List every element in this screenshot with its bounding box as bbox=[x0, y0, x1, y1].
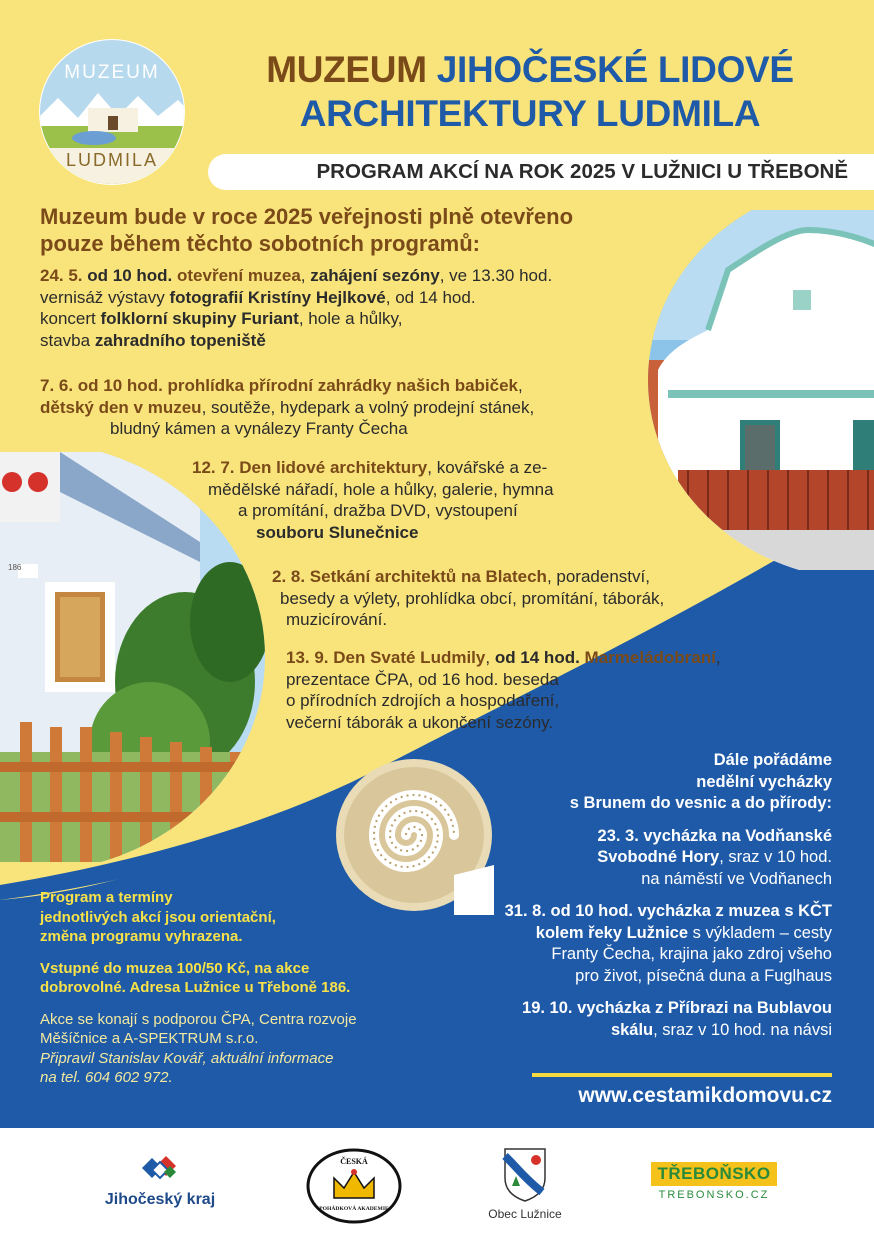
title-museum: MUZEUM bbox=[266, 49, 427, 90]
walk-text: pro život, písečná duna a Fuglhaus bbox=[575, 966, 832, 985]
note-line: změna programu vyhrazena. bbox=[40, 928, 243, 945]
walks-head: nedělní vycházky bbox=[696, 772, 832, 791]
sponsor-footer bbox=[0, 1128, 874, 1240]
event-date: 24. 5. bbox=[40, 266, 83, 285]
event-marm: Marmeládobraní bbox=[584, 648, 716, 667]
walk-text: , sraz v 10 hod. bbox=[719, 848, 832, 866]
sep: , bbox=[300, 266, 306, 285]
walk-title: 19. 10. vycházka z Příbrazi na Bublavou bbox=[522, 999, 832, 1017]
event-text: , od 14 hod. bbox=[385, 287, 476, 307]
event-open: otevření muzea bbox=[177, 266, 301, 285]
museum-logo bbox=[38, 38, 186, 186]
walk-text: Franty Čecha, krajina jako zdroj všeho bbox=[551, 945, 832, 963]
walks-head: s Brunem do vesnic a do přírody: bbox=[569, 794, 832, 812]
event-text: prezentace ČPA, od 16 hod. beseda bbox=[286, 669, 559, 689]
event-text: besedy a výlety, prohlídka obcí, promítání, táborák, bbox=[280, 588, 665, 608]
intro-text bbox=[40, 203, 680, 257]
event-text: , kovářské a ze- bbox=[427, 458, 548, 477]
luznice-coat-of-arms bbox=[502, 1146, 548, 1202]
event-text: večerní táborák a ukončení sezóny. bbox=[286, 712, 554, 732]
event-photos: fotografií Kristíny Hejlkové bbox=[169, 287, 386, 307]
note-line: Připravil Stanislav Kovář, aktuální informace bbox=[40, 1049, 334, 1067]
event-text: , poradenství, bbox=[546, 567, 650, 586]
academy-top-text: ČESKÁ bbox=[340, 1157, 368, 1166]
event-text: koncert bbox=[40, 309, 96, 328]
event-group: souboru Slunečnice bbox=[256, 522, 419, 542]
event-text: stavba bbox=[40, 330, 91, 350]
event-text: bludný kámen a vynálezy Franty Čecha bbox=[110, 419, 408, 438]
title-line1-rest: JIHOČESKÉ LIDOVÉ bbox=[436, 49, 794, 90]
sponsor-pohadkova-akademie bbox=[304, 1146, 404, 1231]
sponsor-label: Obec Lužnice bbox=[488, 1207, 562, 1221]
event-text: , bbox=[518, 376, 523, 395]
event-head: 13. 9. Den Svaté Ludmily bbox=[286, 648, 486, 667]
intro-line1: Muzeum bude v roce 2025 veřejnosti plně otevřeno bbox=[40, 204, 574, 229]
website-link[interactable]: www.cestamikdomovu.cz bbox=[578, 1084, 832, 1107]
academy-bottom-text: POHÁDKOVÁ AKADEMIE bbox=[319, 1206, 389, 1212]
sponsor-obec-luznice bbox=[470, 1146, 580, 1221]
event-text: o přírodních zdrojích a hospodaření, bbox=[286, 691, 560, 710]
event-text: a promítání, dražba DVD, vystoupení bbox=[238, 501, 518, 520]
sunday-walks bbox=[432, 750, 832, 1052]
note-line: Měšíčnice a A-SPEKTRUM s.r.o. bbox=[40, 1030, 259, 1047]
sponsor-trebonsko bbox=[648, 1162, 780, 1201]
subtitle: PROGRAM AKCÍ NA ROK 2025 V LUŽNICI U TŘEBONĚ bbox=[316, 160, 848, 183]
event-head: 7. 6. od 10 hod. prohlídka přírodní zahrádky našich babiček bbox=[40, 376, 519, 395]
event-text: , soutěže, hydepark a volný prodejní stánek, bbox=[201, 397, 535, 417]
house-number: 186 bbox=[8, 563, 22, 572]
note-line: Program a termíny bbox=[40, 889, 173, 906]
event-text: mědělské nářadí, hole a hůlky, galerie, hymna bbox=[208, 479, 554, 499]
event-text: muzicírování. bbox=[286, 610, 388, 629]
event-text: , bbox=[485, 648, 495, 667]
event-may bbox=[40, 265, 660, 351]
walk-text: na náměstí ve Vodňanech bbox=[641, 869, 832, 888]
note-line: jednotlivých akcí jsou orientační, bbox=[40, 908, 276, 926]
event-oven: zahradního topeniště bbox=[94, 330, 266, 350]
note-line: Akce se konají s podporou ČPA, Centra rozvoje bbox=[40, 1010, 357, 1028]
note-line: dobrovolné. Adresa Lužnice u Třeboně 186. bbox=[40, 979, 351, 996]
event-time: od 14 hod. bbox=[494, 648, 580, 667]
event-text: , bbox=[715, 648, 721, 667]
event-august bbox=[272, 566, 742, 631]
trebonsko-logo: TŘEBOŇSKO bbox=[651, 1162, 776, 1186]
event-season: zahájení sezóny bbox=[310, 266, 440, 285]
house-gable-photo bbox=[648, 210, 874, 570]
logo-bottom-text: LUDMILA bbox=[65, 150, 159, 170]
title-line2: ARCHITEKTURY LUDMILA bbox=[299, 93, 761, 134]
event-kids: dětský den v muzeu bbox=[40, 397, 202, 417]
walk-text: , sraz v 10 hod. na návsi bbox=[653, 1020, 832, 1039]
event-text: , ve 13.30 hod. bbox=[439, 266, 553, 285]
fairy-academy-logo bbox=[306, 1146, 402, 1226]
event-head: 12. 7. Den lidové architektury bbox=[192, 458, 428, 477]
walk-text: s výkladem – cesty bbox=[688, 923, 832, 942]
sponsor-label: Jihočeský kraj bbox=[104, 1191, 216, 1208]
walks-head: Dále pořádáme bbox=[713, 751, 832, 769]
trebonsko-url: TREBONSKO.CZ bbox=[658, 1189, 770, 1201]
jihocesky-kraj-icon bbox=[138, 1152, 182, 1184]
event-june bbox=[40, 375, 640, 440]
page-title bbox=[200, 48, 860, 136]
walk-title: 23. 3. vycházka na Vodňanské bbox=[597, 826, 832, 845]
note-line: Vstupné do muzea 100/50 Kč, na akce bbox=[40, 959, 310, 977]
event-time: od 10 hod. bbox=[87, 266, 173, 285]
event-text: , hole a hůlky, bbox=[298, 309, 403, 328]
logo-top-text: MUZEUM bbox=[64, 62, 160, 83]
walk-title: Svobodné Hory bbox=[597, 848, 720, 866]
walk-title: kolem řeky Lužnice bbox=[535, 923, 689, 942]
notes bbox=[40, 888, 430, 1100]
web-divider bbox=[532, 1073, 832, 1077]
event-text: vernisáž výstavy bbox=[40, 287, 165, 307]
event-september bbox=[286, 647, 806, 733]
event-band: folklorní skupiny Furiant bbox=[100, 309, 299, 328]
walk-title: skálu bbox=[610, 1020, 654, 1039]
intro-line2: pouze během těchto sobotních programů: bbox=[40, 231, 481, 256]
sponsor-jihocesky-kraj bbox=[80, 1152, 240, 1209]
event-head: 2. 8. Setkání architektů na Blatech bbox=[272, 567, 547, 586]
event-july bbox=[192, 457, 632, 543]
walk-title: 31. 8. od 10 hod. vycházka z muzea s KČT bbox=[504, 902, 832, 920]
note-line: na tel. 604 602 972. bbox=[40, 1069, 173, 1086]
